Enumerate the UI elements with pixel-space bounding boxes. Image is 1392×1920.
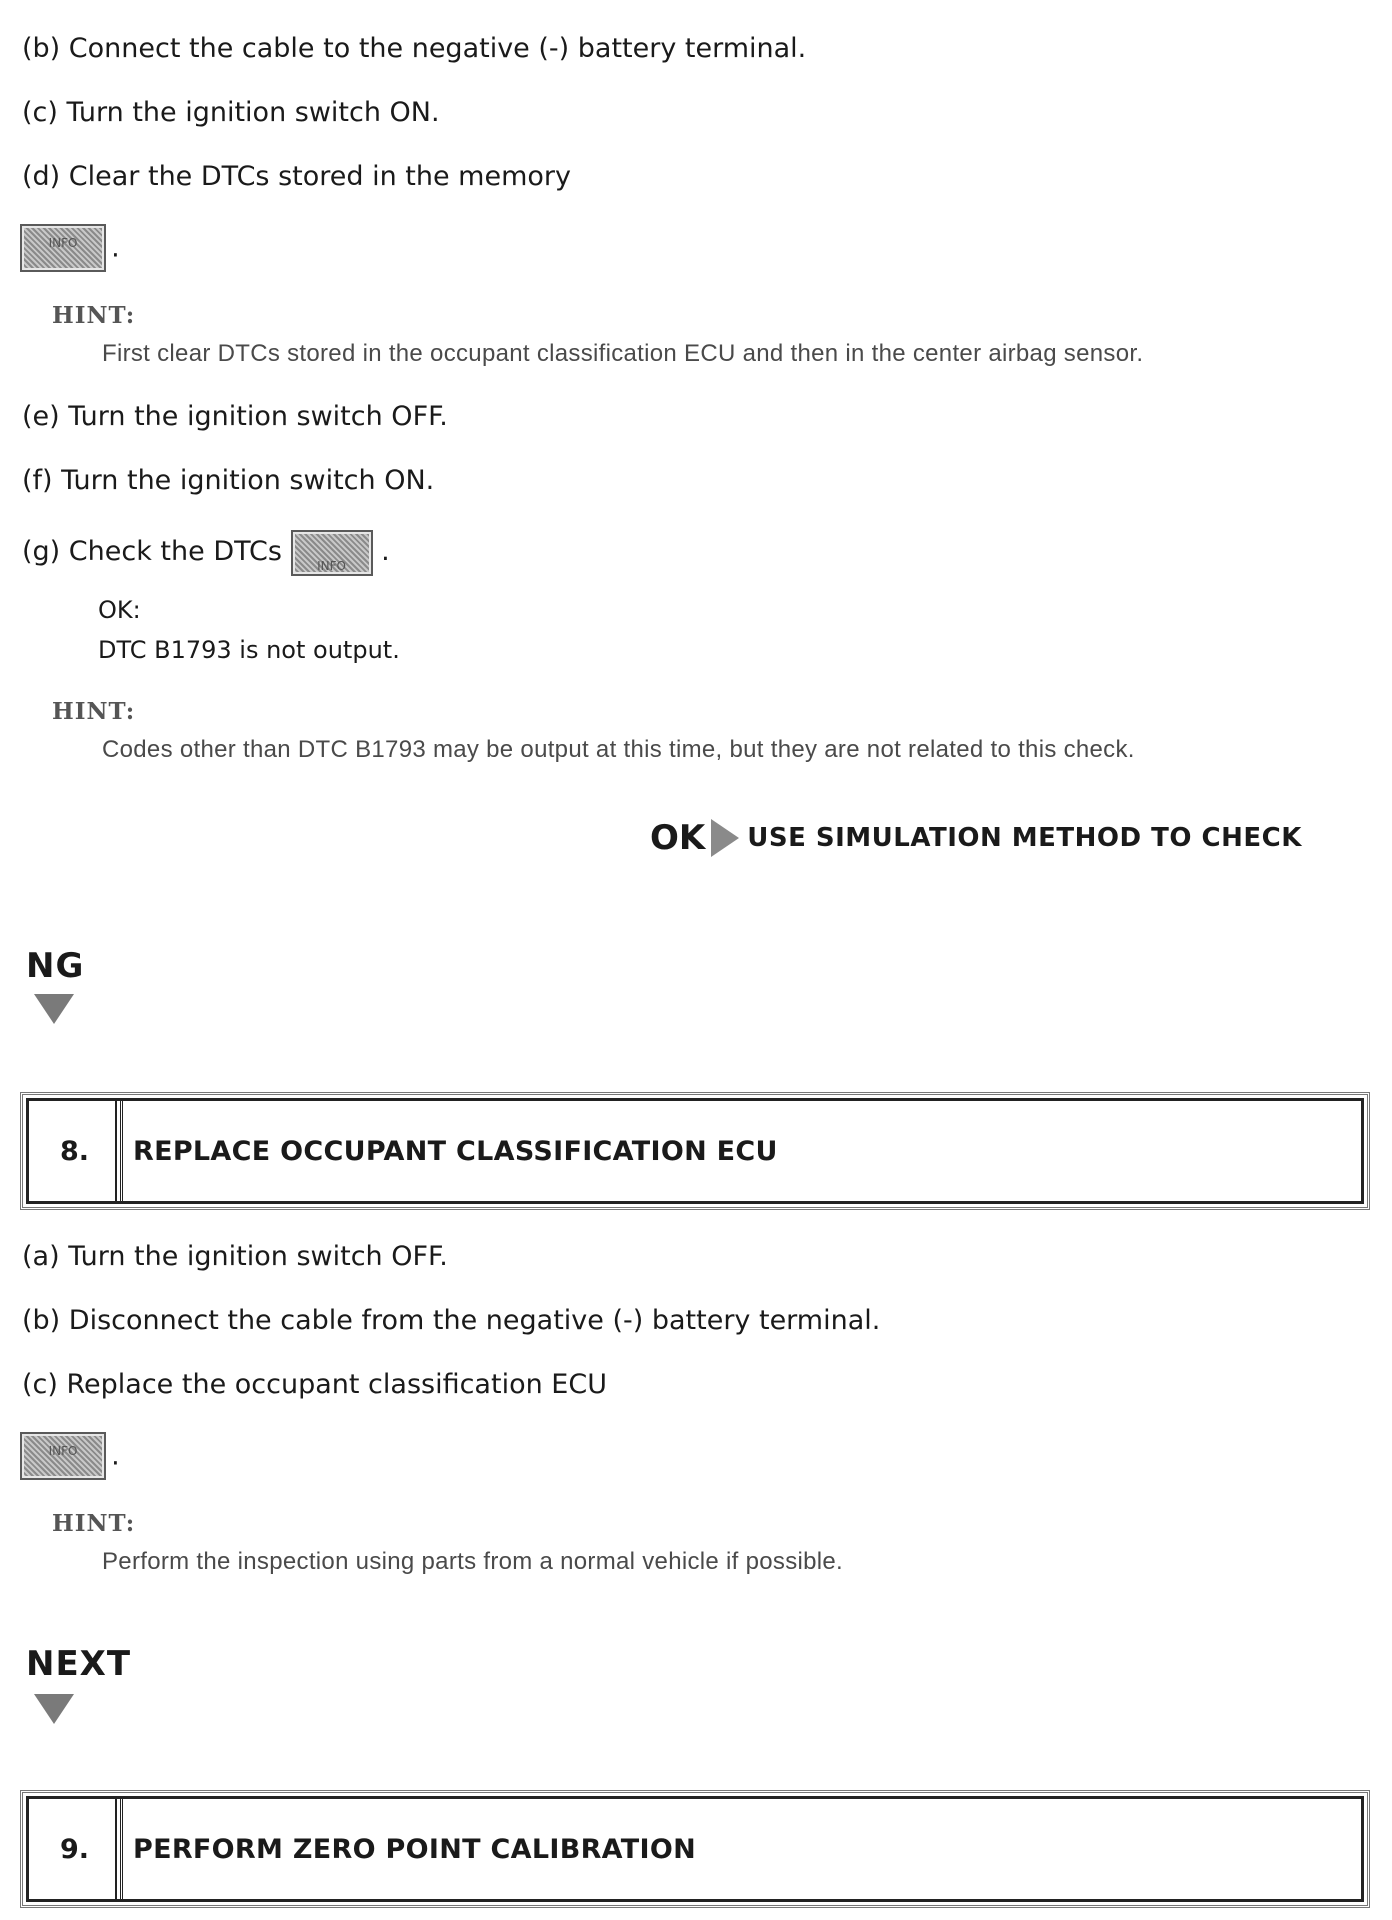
ok-result-text: USE SIMULATION METHOD TO CHECK bbox=[747, 823, 1302, 853]
period: . bbox=[381, 536, 390, 567]
ok-word: OK bbox=[650, 818, 706, 858]
hint-text-other-codes: Codes other than DTC B1793 may be output at this time, but they are not related to this check. bbox=[102, 736, 1135, 763]
step-box-8 bbox=[20, 1092, 1370, 1210]
step8-a-ignition-off: (a) Turn the ignition switch OFF. bbox=[22, 1241, 448, 1272]
hint-text-clear-order: First clear DTCs stored in the occupant classification ECU and then in the center airbag sensor. bbox=[102, 340, 1144, 367]
ok-condition: DTC B1793 is not output. bbox=[98, 636, 400, 664]
period: . bbox=[111, 232, 120, 264]
ng-label: NG bbox=[26, 946, 85, 986]
step-g-check-dtcs bbox=[22, 528, 390, 576]
period: . bbox=[111, 1440, 120, 1472]
step-d-clear-dtcs: (d) Clear the DTCs stored in the memory bbox=[22, 161, 571, 192]
info-icon: INFO bbox=[20, 224, 106, 272]
info-icon: INFO bbox=[20, 1432, 106, 1480]
step-g-text: (g) Check the DTCs bbox=[22, 536, 282, 567]
step-c-ignition-on: (c) Turn the ignition switch ON. bbox=[22, 97, 440, 128]
ok-label: OK: bbox=[98, 596, 141, 624]
down-arrow-icon bbox=[34, 994, 74, 1024]
info-link-clear-dtcs[interactable] bbox=[20, 224, 120, 272]
down-arrow-icon bbox=[34, 1694, 74, 1724]
hint-label: HINT: bbox=[52, 698, 136, 725]
ok-result-link[interactable] bbox=[650, 818, 1302, 858]
step-title: REPLACE OCCUPANT CLASSIFICATION ECU bbox=[133, 1135, 778, 1167]
step-title: PERFORM ZERO POINT CALIBRATION bbox=[133, 1833, 696, 1865]
step-number: 8. bbox=[29, 1101, 123, 1201]
info-link-replace-ecu[interactable] bbox=[20, 1432, 120, 1480]
step-number: 9. bbox=[29, 1799, 123, 1899]
next-label: NEXT bbox=[26, 1644, 132, 1684]
step-e-ignition-off: (e) Turn the ignition switch OFF. bbox=[22, 401, 448, 432]
hint-label: HINT: bbox=[52, 302, 136, 329]
step-box-9 bbox=[20, 1790, 1370, 1908]
info-icon[interactable]: INFO bbox=[291, 530, 373, 576]
step-f-ignition-on: (f) Turn the ignition switch ON. bbox=[22, 465, 435, 496]
step8-b-disconnect-cable: (b) Disconnect the cable from the negative (-) battery terminal. bbox=[22, 1305, 881, 1336]
right-arrow-icon bbox=[711, 819, 739, 857]
hint-text-normal-vehicle: Perform the inspection using parts from a normal vehicle if possible. bbox=[102, 1548, 844, 1575]
hint-label: HINT: bbox=[52, 1510, 136, 1537]
step8-c-replace-ecu: (c) Replace the occupant classification ECU bbox=[22, 1369, 607, 1400]
step-b-connect-cable: (b) Connect the cable to the negative (-) battery terminal. bbox=[22, 33, 807, 64]
